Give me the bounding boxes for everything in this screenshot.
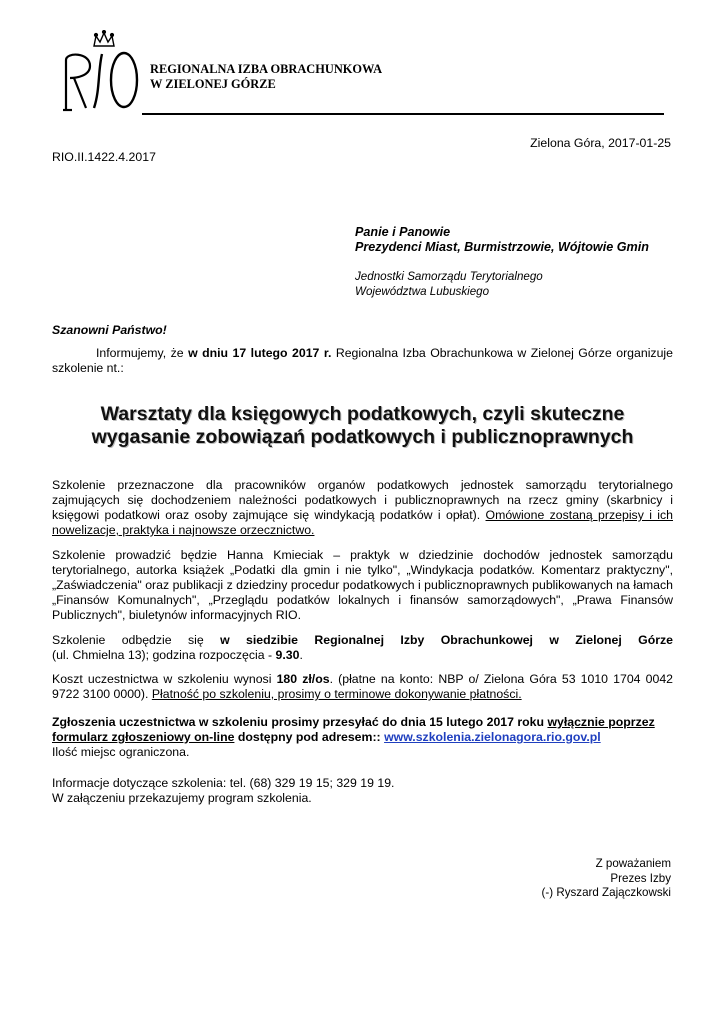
signature-line-3: (-) Ryszard Zajączkowski: [541, 886, 671, 899]
p5-c: dostępny pod adresem::: [234, 730, 385, 744]
p3-time: 9.30: [275, 648, 300, 662]
paragraph-location: [52, 633, 673, 663]
header-rule: [142, 113, 664, 115]
signature-line-2: Prezes Izby: [610, 871, 671, 885]
addressee-line-1: Panie i Panowie: [355, 225, 451, 239]
p3-c: (ul. Chmielna 13); godzina rozpoczęcia -: [52, 648, 276, 662]
intro-paragraph: [52, 346, 673, 376]
registration-link[interactable]: www.szkolenia.zielonagora.rio.gov.pl: [384, 730, 601, 744]
institution-name: [150, 62, 382, 92]
title-line-1: Warsztaty dla księgowych podatkowych, czyli skuteczne: [100, 403, 625, 425]
p5-limited-places: Ilość miejsc ograniczona.: [52, 745, 190, 759]
paragraph-cost: [52, 672, 673, 702]
title-line-2: wygasanie zobowiązań podatkowych i publicznoprawnych: [91, 426, 634, 448]
p3-location: w siedzibie Regionalnej Izby Obrachunkowej w Zielonej Górze: [220, 633, 673, 647]
intro-c: Regionalna Izba Obrachunkowa w Zielonej Górze organizuje: [331, 346, 673, 360]
rio-logo: [60, 30, 144, 114]
p1-text: Szkolenie przeznaczone dla pracowników organów podatkowych jednostek samorządu terytorialnego zajmujących się dochodzeniem należności podatkowych i publicznoprawnych na rzecz gminy (skarbnicy i księgowi podatkowi oraz osoby zajmujące się windykacją podatków i opłat).: [52, 478, 673, 522]
p5-a: Zgłoszenia uczestnictwa w szkoleniu prosimy przesyłać do dnia 15 lutego 2017 roku: [52, 715, 548, 729]
paragraph-trainer: [52, 548, 673, 623]
p4-a: Koszt uczestnictwa w szkoleniu wynosi: [52, 672, 277, 686]
paragraph-registration: [52, 715, 673, 760]
place-date: Zielona Góra, 2017-01-25: [530, 136, 671, 150]
intro-d: szkolenie nt.:: [52, 361, 124, 375]
institution-line-1: REGIONALNA IZBA OBRACHUNKOWA: [150, 62, 383, 76]
paragraph-audience: [52, 478, 673, 538]
p3-a: Szkolenie odbędzie się: [52, 633, 221, 647]
p6-line-1: Informacje dotyczące szkolenia: tel. (68) 329 19 15; 329 19 19.: [52, 776, 395, 790]
p4-c: . (płatne na konto: NBP o/ Zielona Góra 53 1010 1704 0042 9722 3100 0000).: [52, 672, 674, 701]
addressee-block: [355, 225, 649, 299]
p4-price: 180 zł/os: [276, 672, 330, 686]
addressee-line-2: Prezydenci Miast, Burmistrzowie, Wójtowie Gmin: [355, 240, 649, 254]
addressee-line-4: Województwa Lubuskiego: [355, 285, 490, 298]
signature-line-1: Z poważaniem: [595, 857, 671, 870]
salutation: Szanowni Państwo!: [52, 323, 167, 337]
addressee-line-3: Jednostki Samorządu Terytorialnego: [355, 270, 543, 283]
signature-block: [542, 857, 671, 901]
intro-a: Informujemy, że: [96, 346, 189, 360]
paragraph-contact: [52, 776, 673, 806]
reference-number: RIO.II.1422.4.2017: [52, 150, 156, 164]
intro-date: w dniu 17 lutego 2017 r.: [188, 346, 332, 360]
p5-online-form: wyłącznie poprzez formularz zgłoszeniowy on-line: [52, 715, 655, 744]
p1-underlined: Omówione zostaną przepisy i ich nowelizacje, praktyka i najnowsze orzecznictwo.: [52, 508, 673, 537]
p4-payment-note: Płatność po szkoleniu, prosimy o terminowe dokonywanie płatności.: [151, 687, 522, 701]
p2-text: Szkolenie prowadzić będzie Hanna Kmieciak – praktyk w dziedzinie dochodów jednostek samorządu terytorialnego, autorka książek „Podatki dla gmin i nie tylko", „Windykacja podatków. Komentarz praktyczny", „Zaświadczenia" oraz publikacji z dziedziny procedur podatkowych i publicznoprawnych publikowanych na łamach „Finansów Komunalnych", „Przeglądu podatków lokalnych i finansów samorządowych", „Prawa Finansów Publicznych", biuletynów informacyjnych RIO.: [52, 548, 673, 622]
institution-line-2: W ZIELONEJ GÓRZE: [150, 77, 276, 91]
p6-line-2: W załączeniu przekazujemy program szkolenia.: [52, 791, 312, 805]
p3-e: .: [299, 648, 303, 662]
training-title: [52, 403, 673, 449]
crown-icon: [94, 31, 114, 46]
